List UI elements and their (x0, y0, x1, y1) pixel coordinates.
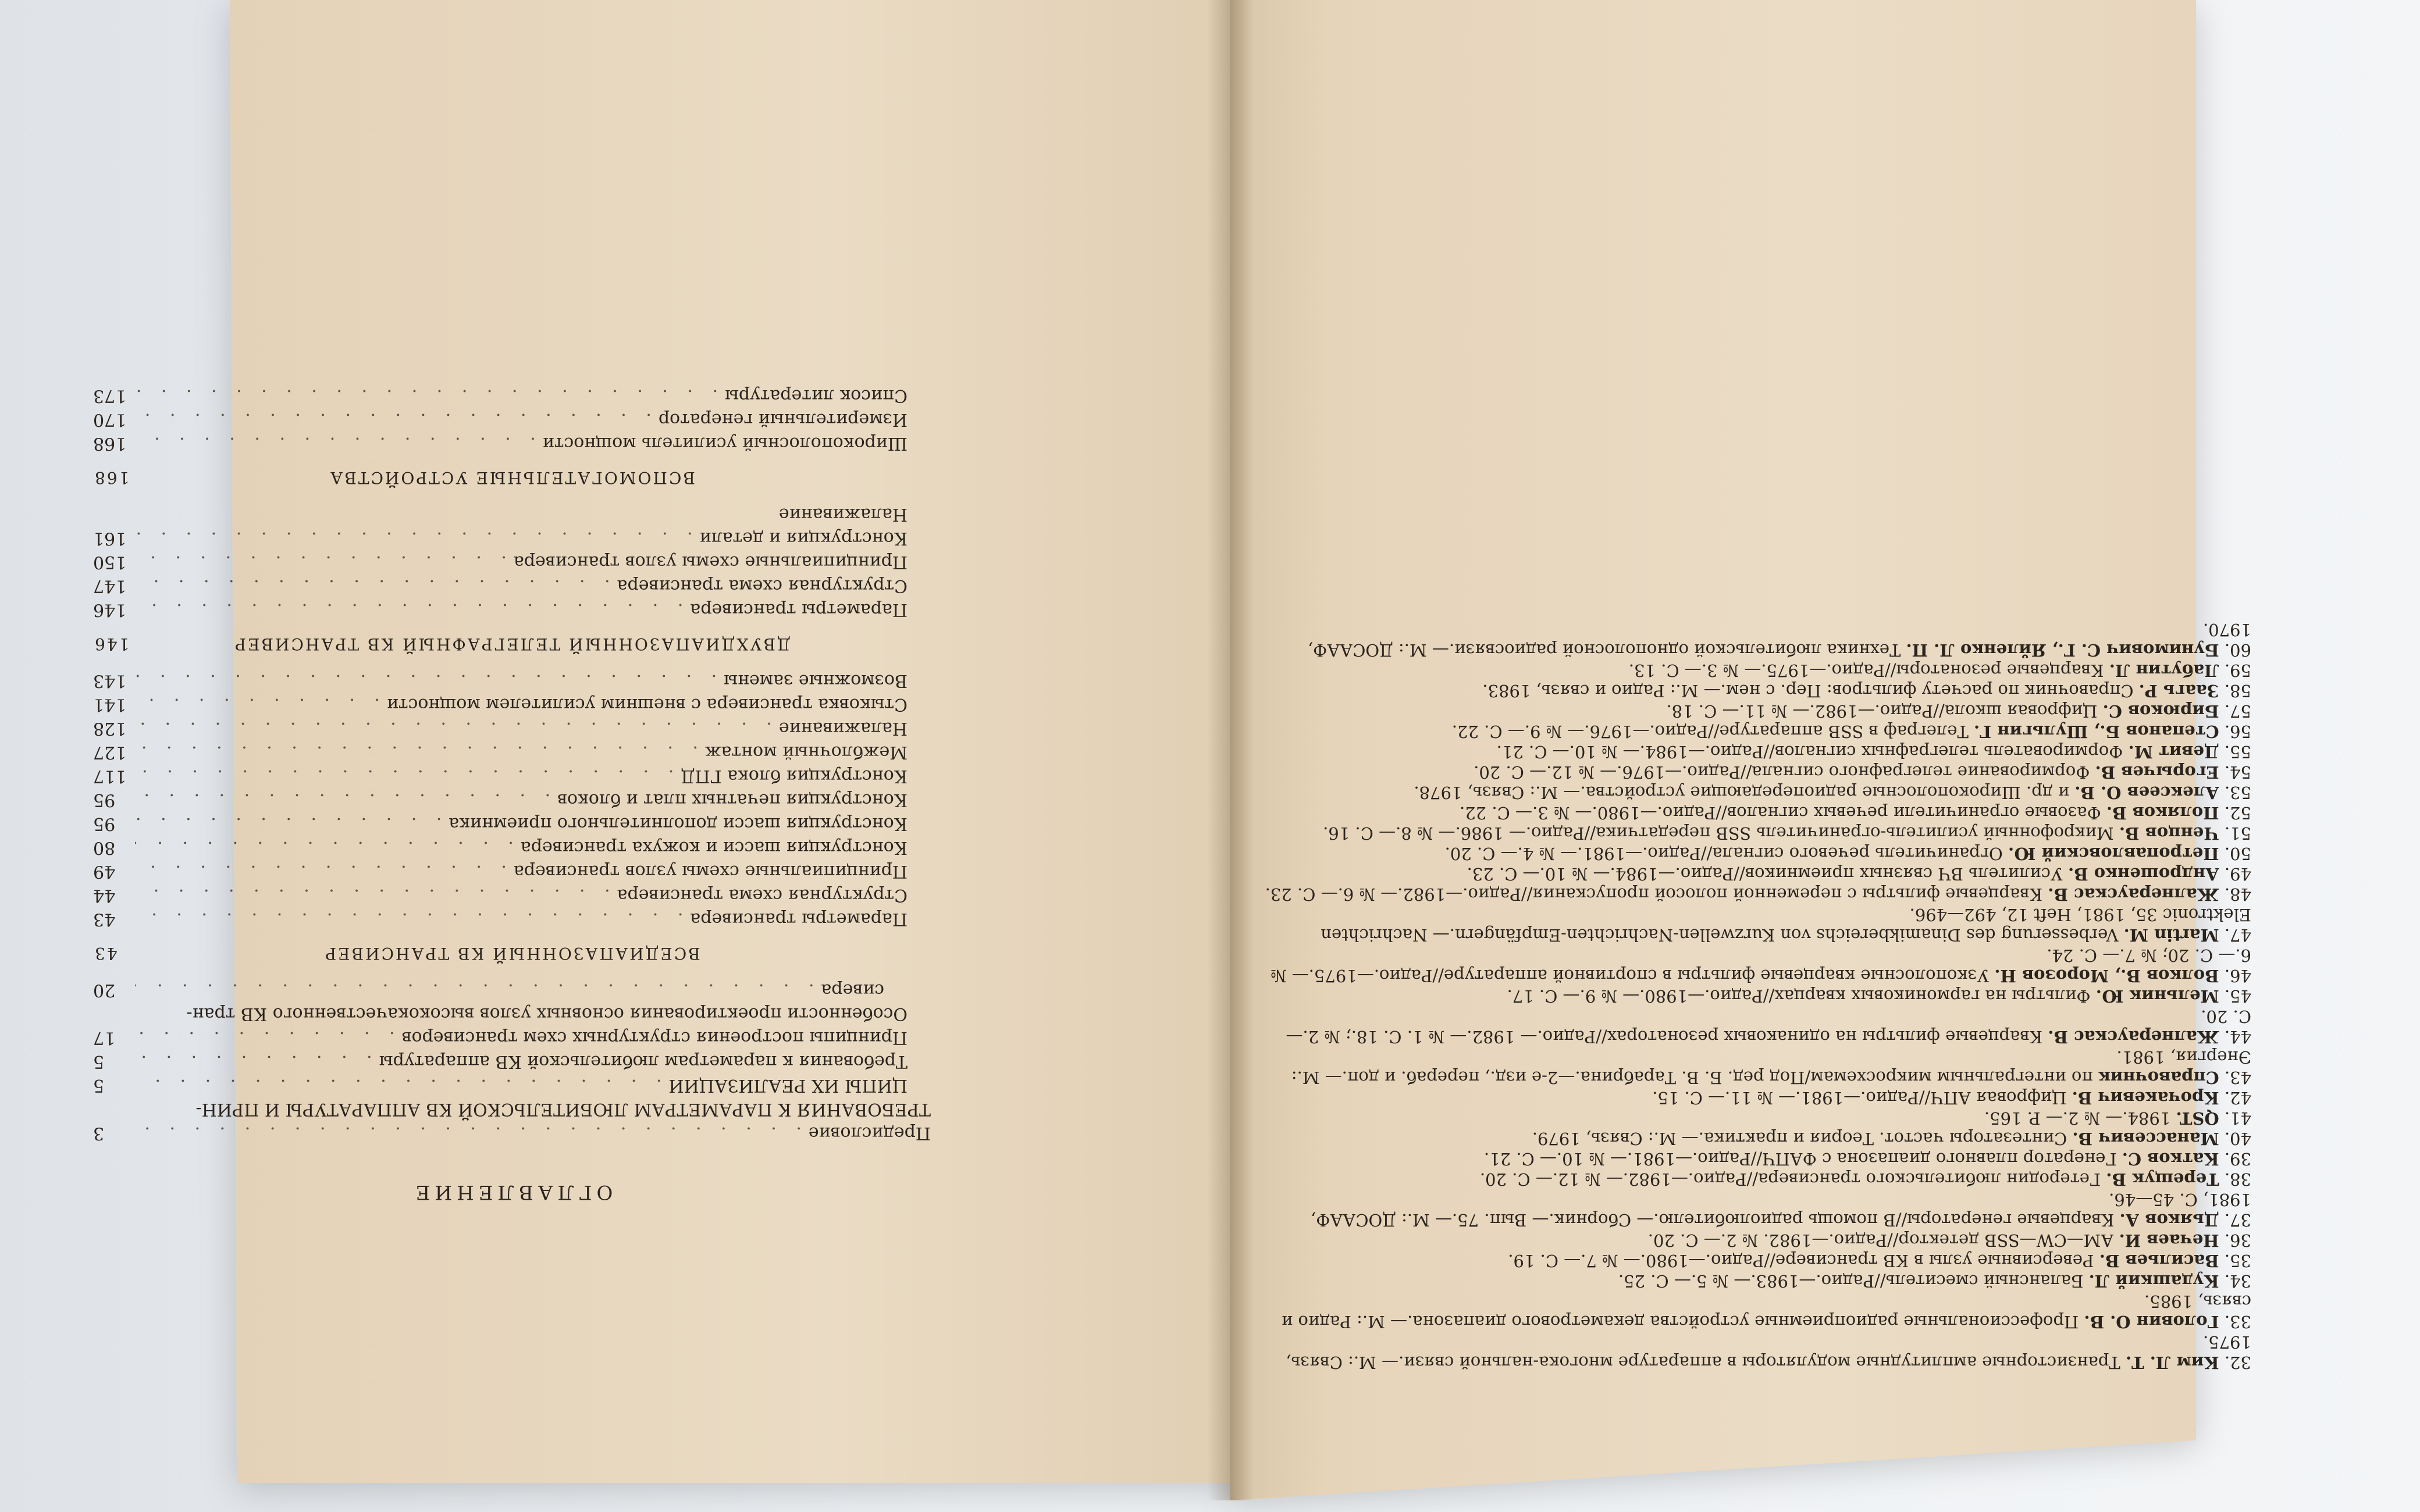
reference-entry (1262, 864, 2251, 884)
toc-section-heading (93, 632, 931, 656)
reference-number: 54. (2224, 762, 2251, 782)
reference-author: Крочакевич В. (2072, 1088, 2219, 1108)
toc-page-number: 95 (93, 790, 116, 810)
toc-leader-dots (135, 907, 683, 931)
reference-text: Микрофонный усилитель-ограничитель SSB передатчика//Радио.— 1986.— № 8.— С. 16. (1323, 823, 2114, 843)
reference-entry (1262, 1087, 2251, 1108)
reference-author: Васильев В. (2099, 1251, 2219, 1271)
toc-page-number: 150 (93, 552, 127, 572)
reference-entry (1262, 945, 2251, 986)
reference-number: 42. (2224, 1088, 2251, 1108)
reference-entry (1262, 1128, 2251, 1149)
toc-entry (93, 812, 931, 836)
reference-number: 35. (2224, 1251, 2251, 1271)
reference-entry (1262, 782, 2251, 803)
toc-entry-text: Требования к параметрам любительской КВ аппаратуры (379, 1051, 908, 1072)
toc-entry-text: ТРЕБОВАНИЯ К ПАРАМЕТРАМ ЛЮБИТЕЛЬСКОЙ КВ АППАРАТУРЫ И ПРИН- (195, 1099, 931, 1119)
toc-entry (93, 1026, 931, 1050)
toc-entry-text: Широкополосный усилитель мощности (542, 433, 908, 454)
reference-entry (1262, 1047, 2251, 1087)
reference-author: Заагь Р. (2138, 681, 2219, 701)
toc-entry-text: Список литературы (725, 386, 908, 406)
reference-entry (1262, 904, 2251, 945)
toc-entry (93, 574, 931, 598)
toc-page-number: 44 (93, 885, 116, 905)
reference-entry (1262, 823, 2251, 843)
reference-number: 57. (2224, 701, 2251, 721)
reference-author: Нечаев И. (2119, 1231, 2219, 1250)
reference-number: 48. (2224, 885, 2251, 904)
toc-entry-text: Принципиальные схемы узлов трансивера (513, 552, 908, 572)
toc-entry (93, 1050, 931, 1074)
toc-page-number: 168 (93, 468, 130, 487)
reference-author: Головин О. В. (2084, 1312, 2219, 1332)
toc-list (93, 384, 931, 1145)
toc-entry-text: Налаживание (778, 504, 908, 525)
reference-entry (1262, 1291, 2251, 1332)
toc-leader-dots (135, 526, 693, 550)
reference-number: 40. (2224, 1129, 2251, 1149)
reference-number: 46. (2224, 966, 2251, 986)
toc-entry-text: ЦИПЫ ИХ РЕАЛИЗАЦИИ (668, 1075, 908, 1096)
toc-leader-dots (135, 883, 610, 907)
toc-entry-text: Конструкция шасси и кожуха трансивера (520, 837, 908, 858)
toc-leader-dots (135, 384, 718, 408)
toc-entry-text: Конструкция печатных плат и блоков (557, 790, 908, 810)
reference-entry (1262, 741, 2251, 762)
reference-entry (1262, 803, 2251, 823)
reference-author: Ким Л. Т. (2125, 1353, 2219, 1372)
toc-entry-text: ДВУХДИАПАЗОННЫЙ ТЕЛЕГРАФНЫЙ КВ ТРАНСИВЕР (233, 634, 791, 654)
toc-entry-text: Межблочный монтаж (705, 742, 908, 762)
reference-text: Verbesserung des Dinamikbereichs von Kurzwellen-Nachrichten-Empfängern.— Nachrichten Elektronic 35, 1981, Heft 12, 492—496. (1321, 905, 2251, 945)
toc-page-number: 128 (93, 718, 127, 739)
toc-entry (93, 836, 931, 860)
reference-text: Транзисторные амплитудные модуляторы в аппаратуре многока-нальной связи.— М.: Связь, 1975. (1286, 1332, 2251, 1372)
reference-text: Кварцевые резонаторы//Радио.—1975.— № 3.— С. 13. (1628, 661, 2104, 680)
toc-entry (93, 1097, 931, 1121)
reference-entry (1262, 1149, 2251, 1169)
reference-entry (1262, 884, 2251, 904)
toc-entry-text: Параметры трансивера (690, 600, 908, 620)
reference-author: Мельник Ю. (2095, 986, 2219, 1006)
reference-author: QST. (2176, 1108, 2219, 1128)
reference-author: Андрошенко В. (2068, 864, 2219, 884)
reference-author: Волков В., Морозов Н. (1994, 966, 2219, 986)
toc-leader-dots (135, 693, 380, 716)
toc-entry-text: Измерительный генератор (658, 409, 908, 430)
reference-entry (1262, 843, 2251, 864)
toc-entry (93, 1121, 931, 1145)
toc-entry (93, 550, 931, 574)
toc-entry (93, 883, 931, 907)
reference-text: Фазовые ограничители речевых сигналов//Радио.—1980.— № 3.— С. 22. (1460, 803, 2101, 823)
toc-entry (93, 384, 931, 408)
reference-number: 59. (2224, 661, 2251, 680)
toc-entry-text: Конструкция блока ГПД (681, 766, 908, 786)
reference-entry (1262, 1271, 2251, 1291)
toc-entry (93, 502, 931, 526)
toc-entry-text: Предисловие (808, 1123, 931, 1143)
reference-text: Узкополосные кварцевые фильтры в спортивной аппаратуре//Радио.—1975.— № 6.— С. 20; № 7.— С. 24. (1270, 946, 2251, 986)
reference-text: Цифровая школа//Радио.—1982.— № 11.— С. 18. (1666, 701, 2098, 721)
reference-entry (1262, 1189, 2251, 1230)
toc-entry (93, 526, 931, 550)
toc-leader-dots (135, 1074, 662, 1097)
toc-page-number: 49 (93, 861, 116, 882)
reference-author: Катков С. (2122, 1149, 2219, 1169)
toc-entry-text: Налаживание (778, 718, 908, 739)
reference-number: 52. (2224, 803, 2251, 823)
toc-page-number: 43 (93, 909, 116, 929)
toc-leader-dots (135, 978, 814, 1002)
toc-leader-dots (135, 764, 674, 788)
toc-entry (93, 788, 931, 812)
toc-leader-dots (135, 740, 698, 764)
reference-number: 38. (2224, 1169, 2251, 1189)
book-gutter (1207, 0, 1254, 1500)
toc-entry (93, 907, 931, 931)
reference-text: Телеграф в SSB аппаратуре//Радио.—1976.— № 9.— С. 22. (1451, 722, 1969, 741)
reference-text: Фильтры на гармониковых кварцах//Радио.—1980.— № 9.— С. 17. (1507, 986, 2091, 1006)
reference-entry (1262, 1230, 2251, 1250)
reference-author: Жалнераускас В. (2048, 1027, 2219, 1047)
reference-text: Ограничитель речевого сигнала//Радио.—1981.— № 4.— С. 20. (1444, 844, 2003, 864)
reference-number: 36. (2224, 1231, 2251, 1250)
toc-leader-dots (135, 836, 514, 860)
reference-text: Синтезаторы частот. Теория и практика.— М.: Связь, 1979. (1532, 1129, 2067, 1149)
reference-text: Балансный смеситель//Радио.—1983.— № 5.— С. 25. (1618, 1271, 2084, 1291)
reference-list (1262, 343, 2251, 1372)
toc-entry (93, 432, 931, 455)
toc-entry (93, 1002, 931, 1026)
toc-entry-text: ВСПОМОГАТЕЛЬНЫЕ УСТРОЙСТВА (329, 468, 695, 487)
reference-number: 56. (2224, 722, 2251, 741)
reference-number: 39. (2224, 1149, 2251, 1169)
toc-leader-dots (135, 550, 507, 574)
toc-page-number: 147 (93, 576, 127, 596)
toc-entry-text: Особенности проектирования основных узлов высококачественного КВ тран- (186, 1004, 908, 1024)
reference-text: Усилитель ВЧ связных приемников//Радио.—1984.— № 10.— С. 23. (1467, 864, 2063, 884)
toc-entry-text: сивера (821, 980, 884, 1000)
reference-entry (1262, 986, 2251, 1006)
toc-leader-dots (135, 432, 536, 455)
reference-author: Бирюков С. (2102, 701, 2219, 721)
toc-leader-dots (135, 1121, 802, 1145)
reference-number: 32. (2224, 1353, 2251, 1372)
toc-entry-text: Принципы построения структурных схем трансиверов (401, 1028, 908, 1048)
toc-page-number: 161 (93, 528, 127, 548)
reference-author: Алексеев О. В. (2074, 783, 2219, 803)
toc-leader-dots (135, 669, 717, 693)
toc-page-number: 173 (93, 386, 127, 406)
toc-entry-text: ВСЕДИАПАЗОННЫЙ КВ ТРАНСИВЕР (323, 944, 700, 963)
toc-page-number: 20 (93, 980, 116, 1000)
toc-page-number: 146 (93, 600, 127, 620)
reference-text: по интегральным микросхемам/Под ред. Б. В. Тарабрина.—2-е изд., перераб. и доп.— М.: Энергия, 1981. (1291, 1047, 2251, 1087)
toc-leader-dots (135, 812, 442, 836)
toc-entry (93, 598, 931, 622)
reference-author: Бунимович С. Г., Яйленко Л. П. (1906, 640, 2219, 660)
reference-number: 58. (2224, 681, 2251, 701)
toc-page-number: 43 (93, 944, 118, 963)
toc-entry (93, 408, 931, 432)
reference-text: Кварцевые фильтры с переменной полосой пропускания//Радио.—1982.— № 6.— С. 23. (1265, 885, 2043, 904)
reference-text: Цифровая АПЧ//Радио.—1981.— № 11.— С. 15. (1652, 1088, 2067, 1108)
reference-number: 49. (2224, 864, 2251, 884)
toc-leader-dots (135, 860, 507, 883)
reference-number: 41. (2224, 1108, 2251, 1128)
toc-page-number: 141 (93, 694, 127, 715)
reference-text: Генератор плавного диапазона с ФАПЧ//Радио.—1981.— № 10.— С. 21. (1483, 1149, 2117, 1169)
reference-author: Манассевич В. (2072, 1129, 2219, 1149)
toc-page-number: 5 (93, 1051, 105, 1072)
toc-entry (93, 669, 931, 693)
reference-entry (1262, 1332, 2251, 1372)
reference-text: Формирование телеграфного сигнала//Радио.—1976.— № 12.— С. 20. (1474, 762, 2090, 782)
toc-section-heading (93, 466, 931, 490)
reference-author: Лабутин Л. (2109, 661, 2219, 680)
toc-entry-text: Принципиальные схемы узлов трансивера (513, 861, 908, 882)
toc-leader-dots (135, 716, 772, 740)
toc-entry (93, 1074, 931, 1097)
toc-entry (93, 764, 931, 788)
reference-number: 55. (2224, 742, 2251, 762)
table-of-contents (93, 291, 931, 1204)
toc-page-number: 168 (93, 433, 127, 454)
toc-title: ОГЛАВЛЕНИЕ (411, 1181, 613, 1204)
reference-entry (1262, 1169, 2251, 1189)
reference-entry (1262, 619, 2251, 660)
toc-entry (93, 978, 931, 1002)
reference-number: 44. (2224, 1027, 2251, 1047)
toc-leader-dots (135, 598, 683, 622)
toc-entry-text: Возможные замены (724, 671, 908, 691)
toc-page-number: 80 (93, 837, 116, 858)
reference-number: 53. (2224, 783, 2251, 803)
reference-entry (1262, 1108, 2251, 1128)
reference-text: Формирователь телеграфных сигналов//Радио.—1984.— № 10.— С. 21. (1496, 742, 2123, 762)
reference-number: 47. (2224, 925, 2251, 945)
toc-page-number: 95 (93, 814, 116, 834)
toc-leader-dots (135, 408, 652, 432)
toc-leader-dots (135, 1026, 395, 1050)
reference-number: 43. (2224, 1068, 2251, 1087)
toc-section-heading (93, 942, 931, 965)
reference-entry (1262, 701, 2251, 721)
reference-entry (1262, 1006, 2251, 1047)
reference-number: 60. (2224, 640, 2251, 660)
toc-entry (93, 716, 931, 740)
reference-number: 37. (2224, 1210, 2251, 1230)
reference-author: Девит М. (2128, 742, 2219, 762)
reference-number: 50. (2224, 844, 2251, 864)
toc-leader-dots (135, 1050, 372, 1074)
toc-page-number: 127 (93, 742, 127, 762)
reference-text: Кварцевые генераторы//В помощь радиолюбителю.— Сборник.— Вып. 75.— М.: ДОСААФ, 1981, С. 45—46. (1311, 1190, 2251, 1230)
reference-author: Кудашкий Л. (2088, 1271, 2219, 1291)
toc-entry (93, 860, 931, 883)
toc-entry (93, 693, 931, 716)
reference-text: АМ—CW—SSB детектор//Радио.—1982. № 2.— С. 20. (1647, 1231, 2114, 1250)
toc-page-number: 170 (93, 409, 127, 430)
reference-number: 34. (2224, 1271, 2251, 1291)
reference-author: Петропавловский Ю. (2008, 844, 2219, 864)
toc-page-number: 143 (93, 671, 127, 691)
toc-entry (93, 740, 931, 764)
reference-text: Реверсивные узлы в КВ трансивере//Радио.—1980.— № 7.— С. 19. (1508, 1251, 2094, 1271)
reference-entry (1262, 762, 2251, 782)
reference-author: Ченцов В. (2119, 823, 2219, 843)
toc-page-number: 17 (93, 1028, 116, 1048)
reference-entry (1262, 680, 2251, 701)
reference-text: 1984.— № 2.— P. 165. (1984, 1108, 2171, 1128)
toc-page-number: 146 (93, 634, 130, 654)
reference-author: Степанов Б., Шульгин Г. (1974, 722, 2219, 741)
toc-leader-dots (135, 788, 550, 812)
reference-text: Кварцевые фильтры на одинаковых резонаторах//Радио.— 1982.— № 1. С. 18.; № 2.— С. 20. (1286, 1007, 2251, 1047)
reference-author: Справочник (2098, 1068, 2219, 1087)
toc-page-number: 3 (93, 1123, 105, 1143)
reference-entry (1262, 660, 2251, 680)
reference-text: Справочник по расчету фильтров: Пер. с нем.— М.: Радио и связь, 1983. (1482, 681, 2134, 701)
reference-text: Гетеродин любительского трансивера//Радио.—1982.— № 12.— С. 20. (1479, 1169, 2101, 1189)
toc-page-number: 5 (93, 1075, 105, 1096)
reference-text: и др. Широкополосные радиопередающие устройства.— М.: Связь, 1978. (1414, 783, 2070, 803)
reference-entry (1262, 721, 2251, 741)
reference-text: Техника любительской однополосной радиосвязи.— М.: ДОСААФ, 1970. (1307, 620, 2251, 660)
reference-author: Жалнераускас В. (2048, 885, 2219, 904)
toc-entry-text: Конструкция шасси дополнительного приемника (449, 814, 908, 834)
toc-entry-text: Параметры трансивера (690, 909, 908, 929)
toc-entry-text: Конструкция и детали (699, 528, 908, 548)
reference-number: 51. (2224, 823, 2251, 843)
toc-page-number: 117 (93, 766, 127, 786)
reference-number: 45. (2224, 986, 2251, 1006)
reference-author: Martin M. (2123, 925, 2219, 945)
toc-leader-dots (135, 574, 610, 598)
toc-entry-text: Структурная схема трансивера (617, 885, 908, 905)
reference-author: Терещук В. (2106, 1169, 2219, 1189)
reference-author: Дьяков А. (2119, 1210, 2219, 1230)
toc-entry-text: Стыковка трансивера с внешним усилителем мощности (386, 694, 908, 715)
reference-number: 33. (2224, 1312, 2251, 1332)
toc-entry-text: Структурная схема трансивера (617, 576, 908, 596)
reference-author: Егорычев В. (2095, 762, 2219, 782)
ref-list (1262, 619, 2251, 1372)
reference-text: Профессиональные радиоприемные устройства декаметрового диапазона.— М.: Радио и связь, 1985. (1281, 1292, 2251, 1332)
reference-author: Поляков В. (2106, 803, 2219, 823)
reference-entry (1262, 1250, 2251, 1271)
